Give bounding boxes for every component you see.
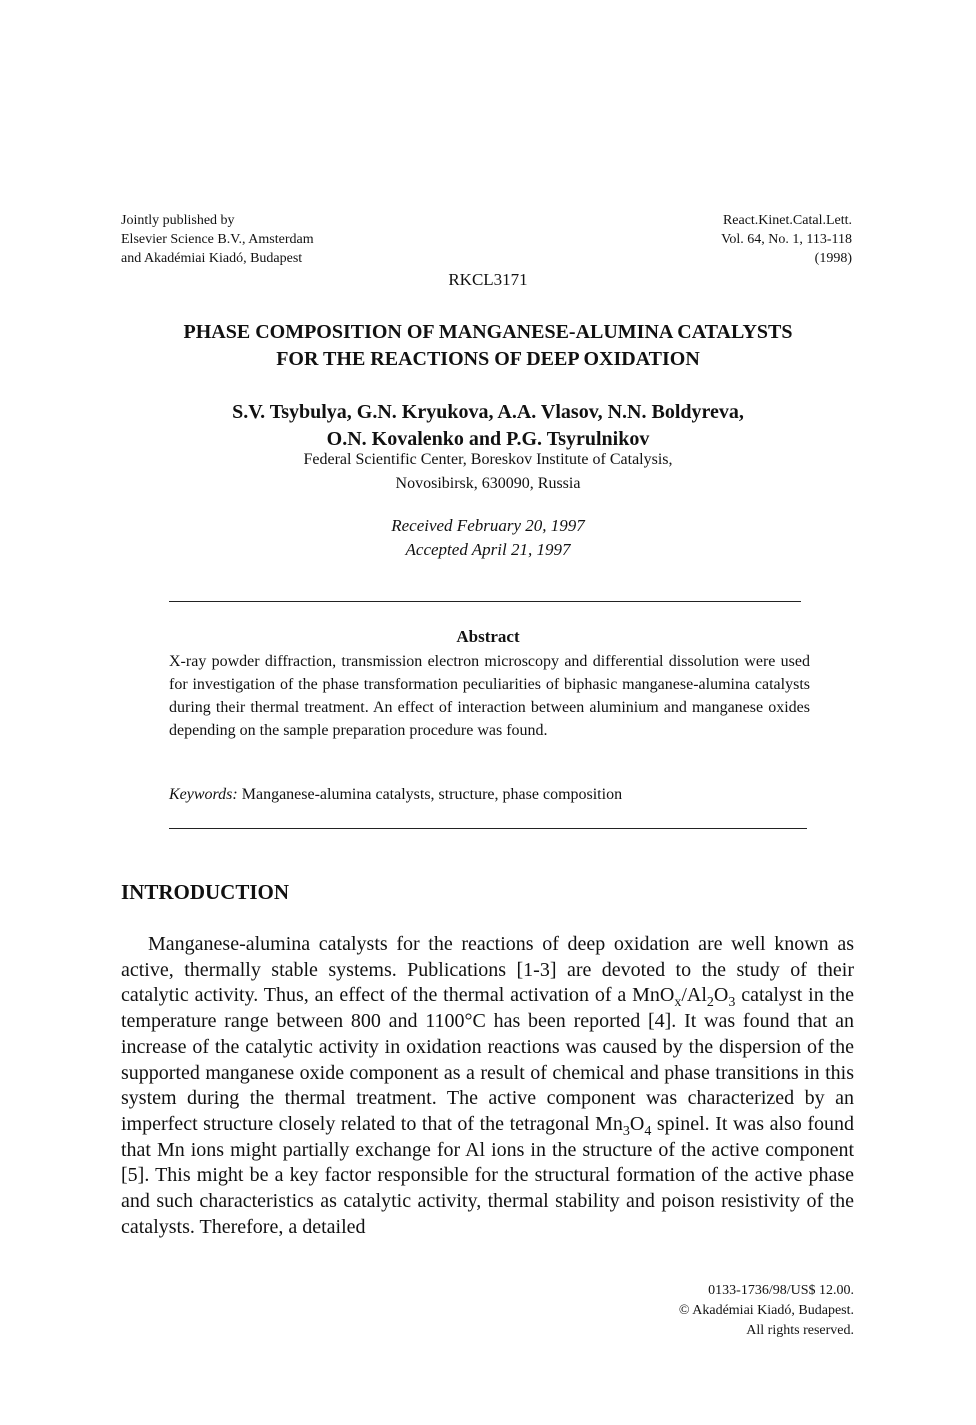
copyright-footer bbox=[600, 1281, 854, 1341]
affiliation-line: Novosibirsk, 630090, Russia bbox=[395, 475, 581, 492]
affiliation-line: Federal Scientific Center, Boreskov Institute of Catalysis, bbox=[303, 451, 673, 468]
top-divider bbox=[169, 601, 801, 602]
article-code: RKCL3171 bbox=[448, 270, 528, 289]
keywords bbox=[169, 786, 810, 804]
publisher-line: Elsevier Science B.V., Amsterdam bbox=[121, 232, 314, 247]
formula-mn3o4: $Mn_3O_4$ bbox=[595, 1112, 652, 1139]
publisher-line: Jointly published by bbox=[121, 213, 235, 228]
paper-title bbox=[0, 319, 976, 373]
authors bbox=[0, 399, 976, 453]
accepted-date: Accepted April 21, 1997 bbox=[405, 540, 571, 559]
journal-line: Vol. 64, No. 1, 113-118 bbox=[721, 232, 852, 247]
received-date: Received February 20, 1997 bbox=[391, 516, 585, 535]
keywords-label: Keywords: bbox=[169, 786, 238, 803]
formula-mnox-al2o3: $MnO_x/Al_2O_3$ bbox=[632, 984, 736, 1011]
affiliation bbox=[0, 448, 976, 496]
abstract-heading: Abstract bbox=[456, 627, 520, 646]
footer-line: © Akadémiai Kiadó, Budapest. bbox=[678, 1303, 854, 1318]
journal-line: (1998) bbox=[814, 251, 852, 266]
footer-line: 0133-1736/98/US$ 12.00. bbox=[708, 1283, 854, 1298]
authors-line: O.N. Kovalenko and P.G. Tsyrulnikov bbox=[326, 428, 650, 450]
footer-line: All rights reserved. bbox=[746, 1323, 854, 1338]
publisher-info bbox=[121, 211, 314, 268]
journal-line: React.Kinet.Catal.Lett. bbox=[722, 213, 852, 228]
introduction-heading: INTRODUCTION bbox=[121, 880, 290, 904]
abstract-text: X-ray powder diffraction, transmission electron microscopy and differential dissolution were used for investigation of the phase transformation peculiarities of biphasic manganese-alumina catalysts during their thermal treatment. An effect of interaction between aluminium and manganese oxides depending on the sample preparation procedure was found. bbox=[169, 653, 810, 739]
journal-info bbox=[600, 211, 852, 268]
authors-line: S.V. Tsybulya, G.N. Kryukova, A.A. Vlasov, N.N. Boldyreva, bbox=[232, 401, 744, 423]
keywords-value: Manganese-alumina catalysts, structure, phase composition bbox=[237, 786, 623, 803]
introduction-paragraph: Manganese-alumina catalysts for the reactions of deep oxidation are well known as active, thermally stable systems. Publications [1-3] are devoted to the study of their catalytic activity. Thus, an effect of the thermal activation of a $MnO_x/Al_2O_3$ catalyst in the temperature range between 800 and 1100°C has been reported [4]. It was found that an increase of the catalytic activity in oxidation reactions was caused by the dispersion of the supported manganese oxide component as a result of chemical and phase transitions in this system during the thermal treatment. The active component was characterized by an imperfect structure closely related to that of the tetragonal $Mn_3O_4$ spinel. It was also found that Mn ions might partially exchange for Al ions in the structure of the active component [5]. This might be a key factor responsible for the structural formation of the active phase and such characteristics as catalytic activity, thermal stability and poison resistivity of the catalysts. Therefore, a detailed bbox=[121, 933, 854, 1238]
title-line: FOR THE REACTIONS OF DEEP OXIDATION bbox=[276, 348, 700, 370]
bottom-divider bbox=[169, 828, 807, 829]
title-line: PHASE COMPOSITION OF MANGANESE-ALUMINA CATALYSTS bbox=[183, 321, 793, 343]
submission-dates bbox=[0, 514, 976, 562]
introduction-body bbox=[121, 932, 854, 1240]
publisher-line: and Akadémiai Kiadó, Budapest bbox=[121, 251, 303, 266]
